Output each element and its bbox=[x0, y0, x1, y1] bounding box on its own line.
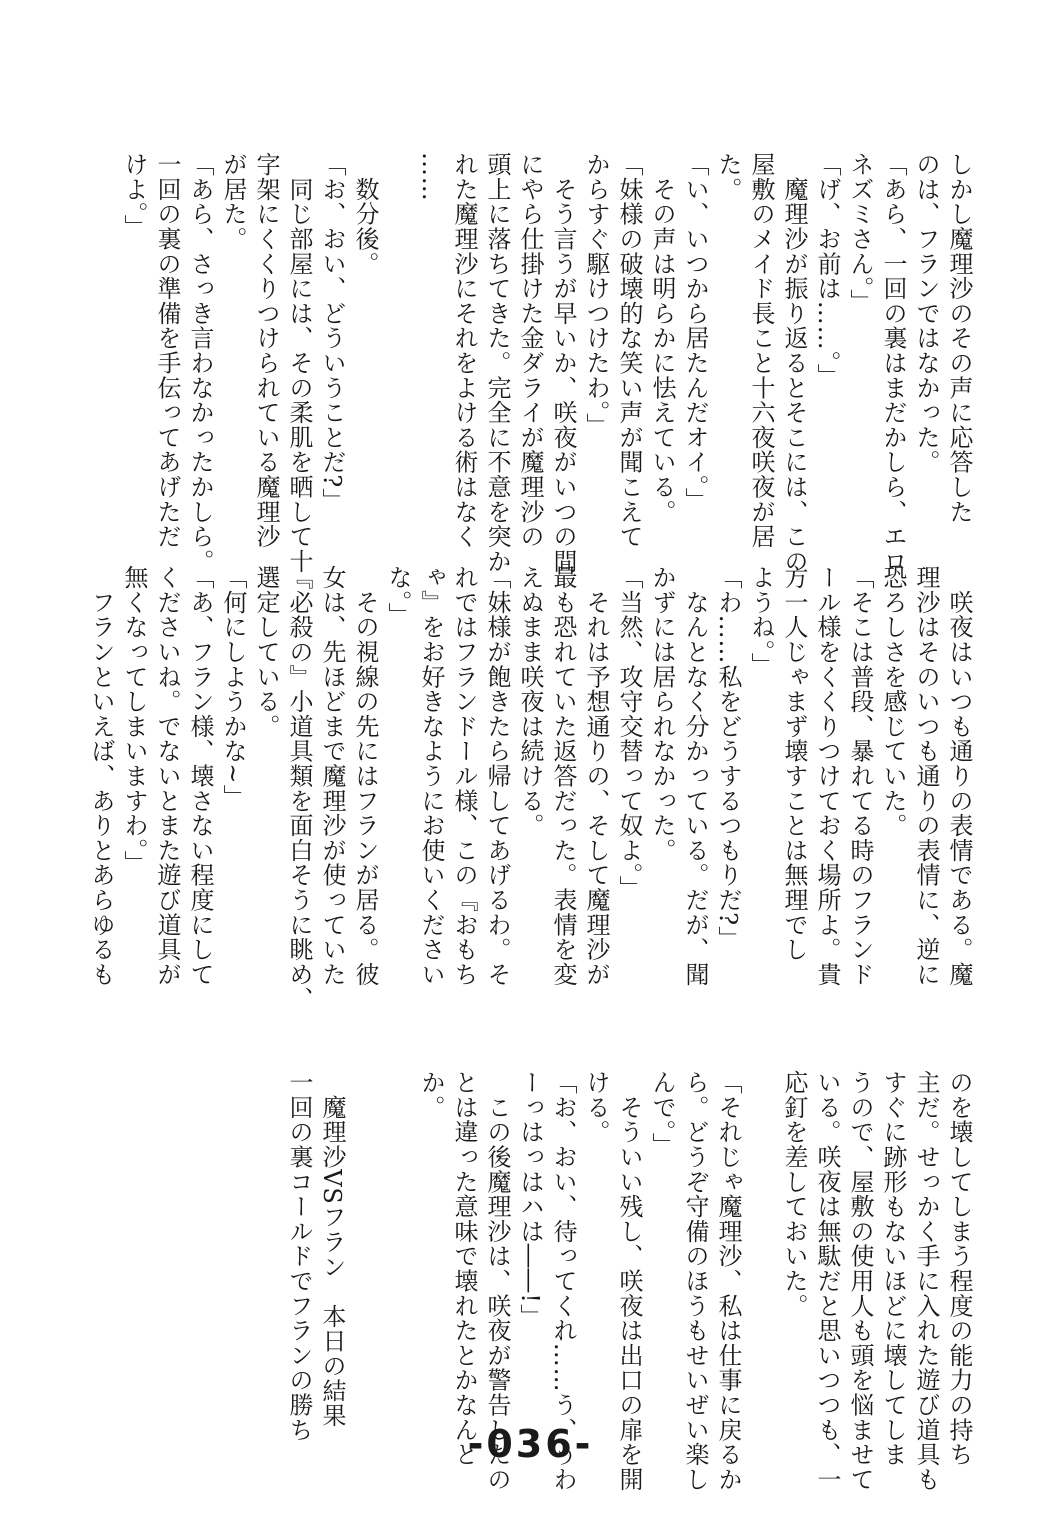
text-line: 恐ろしさを感じていた。 bbox=[879, 565, 907, 838]
text-line: 『必殺の』小道具類を面白そうに眺め、 bbox=[285, 565, 313, 1012]
text-line: 「あら、一回の裏はまだかしら、エロ bbox=[879, 152, 907, 574]
text-line: 「そこは普段、暴れてる時のフランド bbox=[846, 565, 874, 987]
text-line: かずには居られなかった。 bbox=[648, 565, 676, 863]
text-line: 「何にしようかな~」 bbox=[219, 565, 247, 810]
text-line: 女は、先ほどまで魔理沙が使っていた bbox=[318, 565, 346, 987]
text-line: 「妹様の破壊的な笑い声が聞こえて bbox=[615, 152, 643, 549]
text-line: うので、屋敷の使用人も頭を悩ませて bbox=[846, 1070, 874, 1492]
text-line: 「げ、お前は……。」 bbox=[813, 152, 841, 388]
text-line: 応釘を差しておいた。 bbox=[780, 1070, 808, 1318]
text-line: そういい残し、咲夜は出口の扉を開 bbox=[615, 1070, 643, 1492]
text-line: フランといえば、ありとあらゆるも bbox=[87, 565, 115, 987]
text-line: …… bbox=[417, 152, 445, 202]
text-line: んで。」 bbox=[648, 1070, 676, 1158]
text-block-top bbox=[120, 152, 975, 574]
text-line: な。」 bbox=[384, 565, 412, 628]
text-line: 「お、おい、どういうことだ?」 bbox=[318, 152, 346, 513]
text-line: ーっはっはハは――!」 bbox=[516, 1070, 544, 1329]
text-line: 方一人じゃまず壊すことは無理でし bbox=[780, 565, 808, 962]
text-line: 「わ……私をどうするつもりだ?」 bbox=[714, 565, 742, 951]
text-line: なんとなく分かっている。だが、聞 bbox=[681, 565, 709, 987]
text-line: 字架にくくりつけられている魔理沙 bbox=[252, 152, 280, 549]
text-line: ゃ』をお好きなようにお使いください bbox=[417, 565, 445, 987]
text-line: にやら仕掛けた金ダライが魔理沙の bbox=[516, 152, 544, 549]
text-line: くださいね。でないとまた遊び道具が bbox=[153, 565, 181, 987]
text-line: それは予想通りの、そして魔理沙が bbox=[582, 565, 610, 987]
text-line: その声は明らかに怯えている。 bbox=[648, 152, 676, 524]
text-line: ール様をくくりつけておく場所よ。貴 bbox=[813, 565, 841, 987]
text-line: ようね。」 bbox=[747, 565, 775, 677]
text-line: 一回の裏コールドでフランの勝ち bbox=[285, 1070, 313, 1442]
text-line: 「あ、フラン様、壊さない程度にして bbox=[186, 565, 214, 987]
text-block-middle bbox=[80, 565, 975, 1012]
text-line: 咲夜はいつも通りの表情である。魔 bbox=[945, 565, 973, 987]
text-line bbox=[381, 152, 414, 572]
text-line: ネズミさん。」 bbox=[846, 152, 874, 314]
text-line: えぬまま咲夜は続ける。 bbox=[516, 565, 544, 838]
text-line: 理沙はそのいつも通りの表情に、逆に bbox=[912, 565, 940, 987]
text-line: 同じ部屋には、その柔肌を晒して十 bbox=[285, 152, 313, 574]
text-line: 主だ。せっかく手に入れた遊び道具も bbox=[912, 1070, 940, 1492]
text-line: が居た。 bbox=[219, 152, 247, 252]
text-line: 無くなってしまいますわ。」 bbox=[120, 565, 148, 876]
page-number: -036- bbox=[467, 1422, 594, 1466]
text-line: れではフランドール様、この『おもち bbox=[450, 565, 478, 987]
text-line: 頭上に落ちてきた。完全に不意を突か bbox=[483, 152, 511, 574]
text-line: 「あら、さっき言わなかったかしら。 bbox=[186, 152, 214, 574]
text-line: のは、フランではなかった。 bbox=[912, 152, 940, 475]
text-line: その視線の先にはフランが居る。彼 bbox=[351, 565, 379, 987]
text-line: た。 bbox=[714, 152, 742, 202]
text-line: のを壊してしまう程度の能力の持ち bbox=[945, 1070, 973, 1467]
text-line: この後魔理沙は、咲夜が警告したの bbox=[483, 1070, 511, 1492]
text-line: けよ。」 bbox=[120, 152, 148, 240]
text-line: 最も恐れていた返答だった。表情を変 bbox=[549, 565, 577, 987]
text-line: れた魔理沙にそれをよける術はなく bbox=[450, 152, 478, 549]
text-line bbox=[744, 1070, 777, 1450]
text-line: しかし魔理沙のその声に応答した bbox=[945, 152, 973, 524]
text-line: すぐに跡形もないほどに壊してしま bbox=[879, 1070, 907, 1467]
text-line: 魔理沙VSフラン 本日の結果 bbox=[318, 1070, 346, 1428]
text-line: 屋敷のメイド長こと十六夜咲夜が居 bbox=[747, 152, 775, 549]
text-line: 「お、おい、待ってくれ……う、うわ bbox=[549, 1070, 577, 1492]
text-line: ける。 bbox=[582, 1070, 610, 1145]
text-line: いる。咲夜は無駄だと思いつつも、一 bbox=[813, 1070, 841, 1492]
text-line: 「妹様が飽きたら帰してあげるわ。そ bbox=[483, 565, 511, 987]
text-line: とは違った意味で壊れたとかなんと bbox=[450, 1070, 478, 1467]
text-line: 「い、いつから居たんだオイ。」 bbox=[681, 152, 709, 512]
text-line bbox=[381, 1070, 414, 1450]
text-line: からすぐ駆けつけたわ。」 bbox=[582, 152, 610, 438]
text-line: 数分後。 bbox=[351, 152, 379, 276]
text-line: 一回の裏の準備を手伝ってあげただ bbox=[153, 152, 181, 549]
text-block-bottom bbox=[245, 1070, 975, 1492]
text-line: ら。どうぞ守備のほうもせいぜい楽し bbox=[681, 1070, 709, 1492]
text-line: 魔理沙が振り返るとそこには、この bbox=[780, 152, 808, 574]
text-line: そう言うが早いか、咲夜がいつの間 bbox=[549, 152, 577, 574]
text-line bbox=[348, 1070, 381, 1450]
text-line: 「それじゃ魔理沙、私は仕事に戻るか bbox=[714, 1070, 742, 1492]
text-line: か。 bbox=[417, 1070, 445, 1120]
text-line: 「当然、攻守交替って奴よ。」 bbox=[615, 565, 643, 901]
text-line: 選定している。 bbox=[252, 565, 280, 739]
